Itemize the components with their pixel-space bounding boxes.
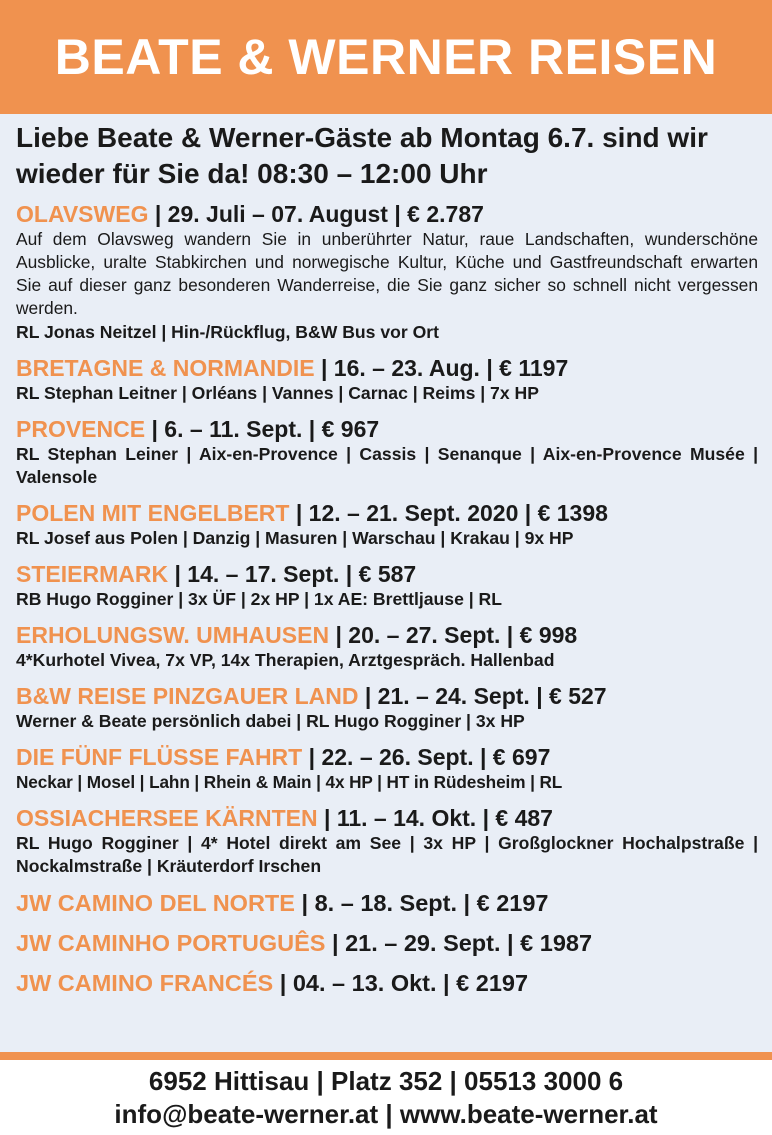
trip-name: OLAVSWEG: [16, 201, 149, 227]
trip-name: ERHOLUNGSW. UMHAUSEN: [16, 622, 330, 648]
trip-details: RL Jonas Neitzel | Hin-/Rückflug, B&W Bus vor Ort: [16, 322, 439, 342]
company-title: BEATE & WERNER REISEN: [54, 29, 718, 85]
trip-details: RB Hugo Rogginer | 3x ÜF | 2x HP | 1x AE: Brettljause | RL: [16, 589, 503, 609]
footer-divider: [0, 1052, 772, 1060]
trip-heading: [16, 743, 758, 771]
trip-name: OSSIACHERSEE KÄRNTEN: [16, 805, 318, 831]
content-panel: [0, 114, 772, 1052]
trip-info: | 04. – 13. Okt. | € 2197: [273, 970, 529, 996]
trip-bretagne: [16, 354, 758, 405]
trip-polen: [16, 499, 758, 550]
trip-details: RL Josef aus Polen | Danzig | Masuren | Warschau | Krakau | 9x HP: [16, 528, 574, 548]
trip-info: | 22. – 26. Sept. | € 697: [302, 744, 551, 770]
trip-details: RL Stephan Leitner | Orléans | Vannes | Carnac | Reims | 7x HP: [16, 383, 539, 403]
trip-heading: [16, 928, 758, 958]
footer-address: 6952 Hittisau | Platz 352 | 05513 3000 6: [148, 1066, 624, 1096]
trip-heading: [16, 200, 758, 228]
trip-name: JW CAMINO DEL NORTE: [16, 890, 295, 916]
footer-contact: info@beate-werner.at | www.beate-werner.at: [114, 1099, 658, 1129]
trip-info: | 20. – 27. Sept. | € 998: [329, 622, 578, 648]
trip-info: | 21. – 29. Sept. | € 1987: [325, 930, 593, 956]
trip-description: Auf dem Olavsweg wandern Sie in unberührter Natur, raue Landschaften, wunderschöne Ausblicke, uralte Stabkirchen und norwegische Kultur, Küche und Gastfreundschaft erwarten Sie auf dieser ganz besonderen Wanderreise, die Sie ganz sicher so schnell nicht vergessen werden.: [16, 229, 758, 318]
trip-info: | 16. – 23. Aug. | € 1197: [314, 355, 569, 381]
trip-heading: [16, 968, 758, 998]
trip-heading: [16, 354, 758, 382]
trip-name: DIE FÜNF FLÜSSE FAHRT: [16, 744, 303, 770]
trip-name: PROVENCE: [16, 416, 146, 442]
trip-details: RL Hugo Rogginer | 4* Hotel direkt am See | 3x HP | Großglockner Hochalpstraße | Nockalmstraße | Kräuterdorf Irschen: [16, 833, 758, 876]
trip-info: | 11. – 14. Okt. | € 487: [317, 805, 553, 831]
trip-info: | 8. – 18. Sept. | € 2197: [294, 890, 549, 916]
trip-details: RL Stephan Leiner | Aix-en-Provence | Cassis | Senanque | Aix-en-Provence Musée | Valensole: [16, 444, 758, 487]
trip-steiermark: [16, 560, 758, 611]
trip-heading: [16, 560, 758, 588]
trip-pinzgauer: [16, 682, 758, 733]
trip-name: JW CAMINHO PORTUGUÊS: [16, 930, 326, 956]
trip-name: JW CAMINO FRANCÉS: [16, 970, 274, 996]
trip-info: | 12. – 21. Sept. 2020 | € 1398: [289, 500, 608, 526]
trip-heading: [16, 804, 758, 832]
trip-caminho-portugues: [16, 928, 758, 958]
trip-info: | 6. – 11. Sept. | € 967: [145, 416, 380, 442]
trip-fuenf-fluesse: [16, 743, 758, 794]
trip-heading: [16, 621, 758, 649]
trip-info: | 21. – 24. Sept. | € 527: [358, 683, 607, 709]
trip-ossiachersee: [16, 804, 758, 878]
trip-umhausen: [16, 621, 758, 672]
trip-info: | 29. Juli – 07. August | € 2.787: [148, 201, 484, 227]
trip-details: Werner & Beate persönlich dabei | RL Hugo Rogginer | 3x HP: [16, 711, 525, 731]
header-banner: [0, 0, 772, 114]
trip-details: 4*Kurhotel Vivea, 7x VP, 14x Therapien, Arztgespräch. Hallenbad: [16, 650, 555, 670]
trip-name: BRETAGNE & NORMANDIE: [16, 355, 315, 381]
trip-name: B&W REISE PINZGAUER LAND: [16, 683, 359, 709]
trip-name: POLEN MIT ENGELBERT: [16, 500, 290, 526]
trip-heading: [16, 499, 758, 527]
intro-text: Liebe Beate & Werner-Gäste ab Montag 6.7. sind wir wieder für Sie da! 08:30 – 12:00 Uhr: [16, 122, 708, 189]
trip-details: Neckar | Mosel | Lahn | Rhein & Main | 4x HP | HT in Rüdesheim | RL: [16, 772, 563, 792]
trip-name: STEIERMARK: [16, 561, 169, 587]
trip-olavsweg: [16, 200, 758, 344]
trip-provence: [16, 415, 758, 489]
trip-camino-del-norte: [16, 888, 758, 918]
trip-camino-frances: [16, 968, 758, 998]
trip-info: | 14. – 17. Sept. | € 587: [168, 561, 417, 587]
trip-heading: [16, 682, 758, 710]
trip-heading: [16, 415, 758, 443]
footer: [0, 1060, 772, 1135]
trip-heading: [16, 888, 758, 918]
